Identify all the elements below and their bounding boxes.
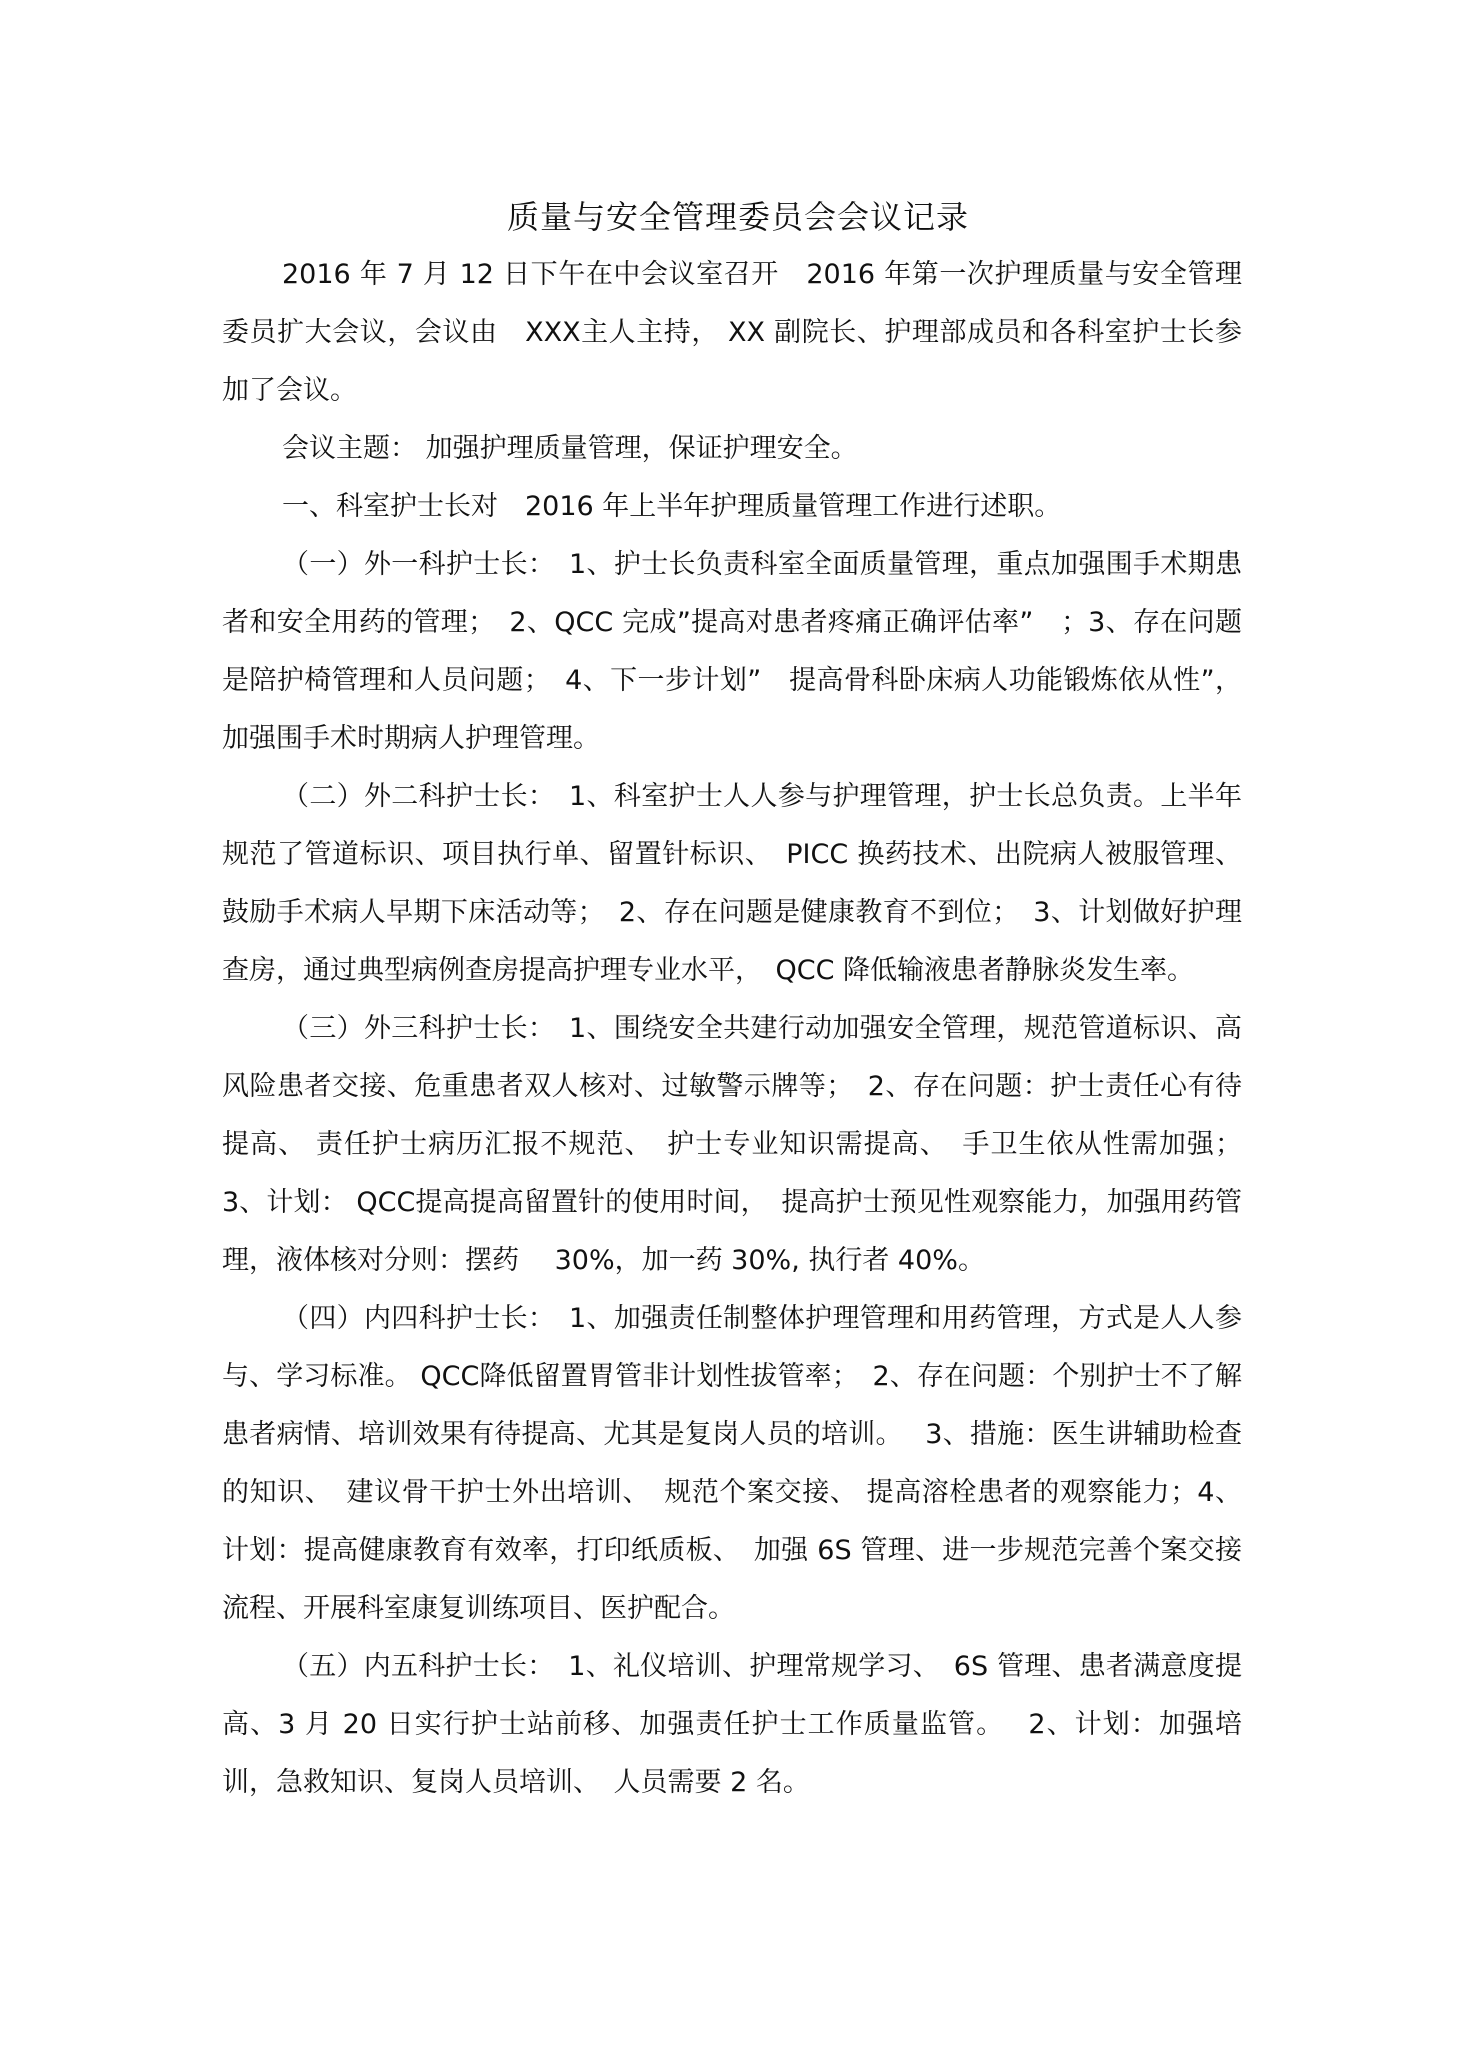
paragraph-meeting-intro: 2016 年 7 月 12 日下午在中会议室召开 2016 年第一次护理质量与安全管理委员扩大会议，会议由 XXX主人主持， XX 副院长、护理部成员和各科室护士长参加了会议。 [222, 259, 1242, 406]
paragraph-internal-dept-4: （四）内四科护士长： 1、加强责任制整体护理管理和用药管理，方式是人人参与、学习标准。 QCC降低留置胃管非计划性拔管率； 2、存在问题：个别护士不了解患者病情、培训效果有待提高、尤其是复岗人员的培训。 3、措施：医生讲辅助检查的知识、 建议骨干护士外出培训、 规范个案交接、 提高溶栓患者的观察能力；4、计划：提高健康教育有效率，打印纸质板、 加强 6S 管理、进一步规范完善个案交接流程、开展科室康复训练项目、医护配合。 [222, 1303, 1242, 1624]
paragraph-meeting-theme: 会议主题： 加强护理质量管理，保证护理安全。 [282, 433, 858, 464]
paragraph-surgery-dept-3: （三）外三科护士长： 1、围绕安全共建行动加强安全管理，规范管道标识、高风险患者交接、危重患者双人核对、过敏警示牌等； 2、存在问题：护士责任心有待提高、 责任护士病历汇报不规范、 护士专业知识需提高、 手卫生依从性需加强；3、计划： QCC提高提高留置针的使用时间， 提高护士预见性观察能力，加强用药管理，液体核对分则：摆药 30%，加一药 30%, 执行者 40%。 [222, 1013, 1242, 1276]
paragraph-internal-dept-5: （五）内五科护士长： 1、礼仪培训、护理常规学习、 6S 管理、患者满意度提高、3 月 20 日实行护士站前移、加强责任护士工作质量监管。 2、计划：加强培训，急救知识、复岗人员培训、 人员需要 2 名。 [222, 1651, 1242, 1798]
document-title: 质量与安全管理委员会会议记录 [506, 198, 969, 236]
paragraph-section-one-heading: 一、科室护士长对 2016 年上半年护理质量管理工作进行述职。 [282, 491, 1062, 522]
document-body [222, 188, 1242, 1812]
paragraph-surgery-dept-2: （二）外二科护士长： 1、科室护士人人参与护理管理，护士长总负责。上半年规范了管道标识、项目执行单、留置针标识、 PICC 换药技术、出院病人被服管理、鼓励手术病人早期下床活动等； 2、存在问题是健康教育不到位； 3、计划做好护理查房，通过典型病例查房提高护理专业水平， QCC 降低输液患者静脉炎发生率。 [222, 781, 1242, 986]
paragraph-surgery-dept-1: （一）外一科护士长： 1、护士长负责科室全面质量管理，重点加强围手术期患者和安全用药的管理； 2、QCC 完成”提高对患者疼痛正确评估率” ；3、存在问题是陪护椅管理和人员问题； 4、下一步计划” 提高骨科卧床病人功能锻炼依从性”，加强围手术时期病人护理管理。 [222, 549, 1242, 754]
